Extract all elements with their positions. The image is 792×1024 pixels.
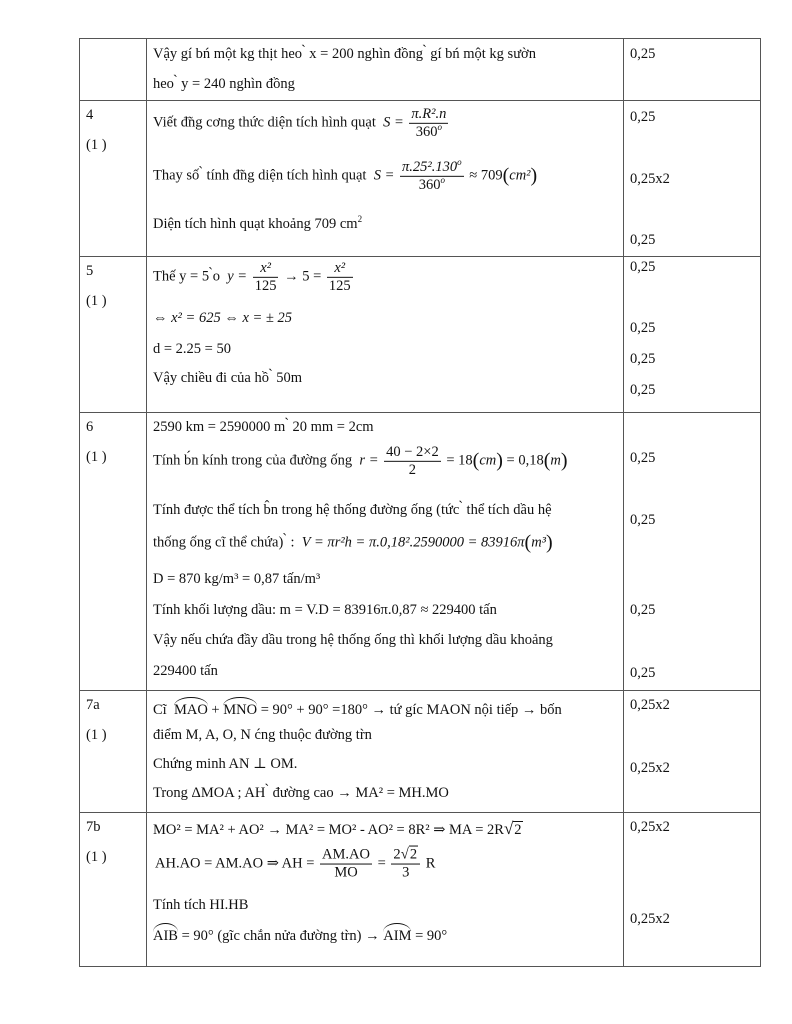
solution-line: Chứng minh AN ⊥ OM. [153, 756, 298, 772]
question-cell [80, 101, 147, 257]
formula-unit: cm² [509, 167, 531, 184]
solution-line: AIB = 90° (gĩc chắn nửa đường tr̀n) → AIM = 90° [153, 923, 447, 945]
solution-line: Thế y = 5 ̀o y = $\frac{\text{x²}}{125}$ → 5 = $\frac{\text{x²}}{125}$ [153, 259, 351, 294]
solution-cell [147, 257, 624, 413]
angle-aim: AIM [383, 923, 411, 945]
question-points: (1 ) [86, 137, 107, 153]
score: 0,25 [630, 46, 656, 62]
score: 0,25x2 [630, 697, 670, 713]
solution-line: Thay số ̀ tính đ̃ng diện tích hình quạt S = $\frac{\pi.25^2.130^o}{360^o}$ ≈ 709(cm²) [153, 157, 538, 193]
score: 0,25x2 [630, 911, 670, 927]
angle-aib: AIB [153, 923, 178, 945]
formula-rhs: ≈ 709 [469, 167, 503, 184]
score: 0,25 [630, 232, 656, 248]
solution-line: Cĩ MAO + MNO = 90° + 90° =180° → tứ gíc MAON nội tiếp → bốn [153, 697, 562, 719]
score: 0,25 [630, 450, 656, 466]
score-cell [624, 413, 761, 691]
solution-line: ⇔ x² = 625 ⇔ x = ± 25 [153, 310, 292, 326]
grading-table [79, 38, 761, 967]
solution-line: Diện tích hình quạt khoảng 709 $cm^2$ [153, 214, 363, 232]
solution-cell [147, 39, 624, 101]
formula-fraction: $\frac{40 - 2\times 2}{2}$ [386, 443, 439, 478]
question-cell [80, 691, 147, 813]
score: 0,25 [630, 259, 656, 275]
question-points: (1 ) [86, 293, 107, 309]
table-row [80, 101, 761, 257]
question-number: 5 [86, 263, 94, 279]
score: 0,25 [630, 320, 656, 336]
solution-line: Tính tích HI.HB [153, 897, 249, 913]
solution-cell [147, 413, 624, 691]
solution-text: Thay số ̀ tính đ̃ng diện tích hình quạt [153, 167, 367, 184]
score-cell [624, 691, 761, 813]
table-row [80, 257, 761, 413]
solution-line: Tính b́n kính trong của đường ống r = $\frac{40 - 2\times 2}{2}$ = 18(cm) = 0,18(m) [153, 443, 568, 478]
formula-fraction: $\frac{2√2}{3}$ [391, 847, 420, 882]
solution-cell [147, 691, 624, 813]
score: 0,25 [630, 109, 656, 125]
score: 0,25 [630, 602, 656, 618]
angle-mao: MAO [174, 697, 208, 719]
solution-line: 2590 km = 2590000 m ̀ 20 mm = 2cm [153, 419, 374, 435]
solution-line: Vậy nếu chứa đầy dầu trong hệ thống ống thì khối lượng dầu khoảng [153, 632, 553, 648]
score: 0,25 [630, 512, 656, 528]
solution-line: Tính khối lượng dầu: m = V.D = 83916π.0,87 ≈ 229400 tấn [153, 602, 497, 618]
solution-line: d = 2.25 = 50 [153, 341, 231, 357]
solution-line: Vậy gí bń một kg thịt heo ̀ x = 200 nghìn đồng ̀ gí bń một kg sườn [153, 46, 536, 62]
formula-fraction: $\frac{\text{x²}}{125}$ [328, 259, 351, 294]
score-cell [624, 257, 761, 413]
question-cell [80, 39, 147, 101]
table-row [80, 413, 761, 691]
question-points: (1 ) [86, 849, 107, 865]
formula-lhs: S = [383, 114, 404, 131]
question-points: (1 ) [86, 727, 107, 743]
question-number: 7b [86, 819, 101, 835]
question-number: 4 [86, 107, 94, 123]
score: 0,25 [630, 351, 656, 367]
table-row [80, 39, 761, 101]
solution-line: MO² = MA² + AO² → MA² = MO² - AO² = 8R² ⇒ MA = 2R√2 [153, 819, 522, 838]
solution-line: heo ̀ y = 240 nghìn đồng [153, 76, 295, 92]
solution-line: Trong ΔMOA ; AH ̀ đường cao → MA² = MH.MO [153, 785, 449, 801]
formula-fraction: $\frac{\pi.25^2.130^o}{360^o}$ [402, 157, 462, 193]
score-cell [624, 101, 761, 257]
score: 0,25 [630, 382, 656, 398]
formula-fraction: $\frac{\text{x²}}{125}$ [254, 259, 277, 294]
formula-fraction: $\frac{\text{π.R².n}}{360^o}$ [411, 105, 447, 140]
question-number: 6 [86, 419, 94, 435]
solution-cell [147, 101, 624, 257]
solution-line: thống ống cĩ thể chứa) ̀ : V = πr²h = π.0,18².2590000 = 83916π(m³) [153, 531, 553, 554]
solution-line: điểm M, A, O, N ćng thuộc đường tr̀n [153, 727, 372, 743]
question-points: (1 ) [86, 449, 107, 465]
score-cell [624, 39, 761, 101]
score: 0,25x2 [630, 819, 670, 835]
question-cell [80, 413, 147, 691]
solution-line: AH.AO = AM.AO ⇒ AH = $\frac{AM.AO}{MO}$ = $\frac{2√2}{3}$ R [155, 846, 436, 881]
formula-fraction: $\frac{AM.AO}{MO}$ [322, 846, 370, 881]
question-cell [80, 257, 147, 413]
solution-line: Vậy chiều đi của hồ ̀ 50m [153, 370, 302, 386]
score: 0,25x2 [630, 171, 670, 187]
solution-text: Viết đ̃ng cơng thức diện tích hình quạt [153, 114, 376, 131]
formula-lhs: S = [373, 167, 395, 184]
solution-line: Tính được thể tích b̂n trong hệ thống đường ống (tức ̀ thể tích dầu hệ [153, 502, 552, 518]
score: 0,25x2 [630, 760, 670, 776]
score-cell [624, 813, 761, 967]
table-row [80, 813, 761, 967]
solution-line: 229400 tấn [153, 663, 218, 679]
angle-mno: MNO [223, 697, 257, 719]
score: 0,25 [630, 665, 656, 681]
table-row [80, 691, 761, 813]
question-cell [80, 813, 147, 967]
solution-line: D = 870 kg/m³ = 0,87 tấn/m³ [153, 571, 321, 587]
question-number: 7a [86, 697, 100, 713]
solution-line [153, 106, 450, 140]
solution-cell [147, 813, 624, 967]
